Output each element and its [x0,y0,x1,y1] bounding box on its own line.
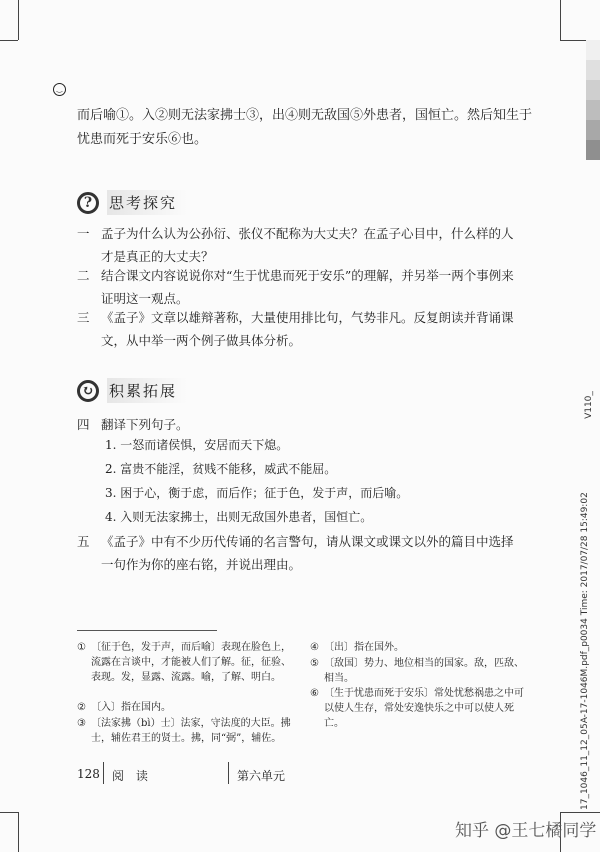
sentence-2: 2. 富贵不能淫，贫贱不能移，威武不能屈。 [105,462,337,476]
footnote-5: ⑤ 〔敌国〕势力、地位相当的国家。敌，匹敌、相当。 [310,658,524,684]
section-accumulate-expand [77,378,187,403]
smiley-icon: ‿ [53,83,66,96]
crop-mark [560,812,600,813]
footer-divider [228,762,229,784]
section-title: 思考探究 [107,190,187,215]
sentence-1: 1. 一怒而诸侯惧，安居而天下熄。 [105,438,289,452]
side-code: V110_ [583,391,594,419]
print-stamp: 17_1046_11_12_05A-17-1046M.pdf_p0034 Time: 2017/07/28 15:49:02 [580,492,590,810]
sentence-4: 4. 入则无法家拂士，出则无敌国外患者，国恒亡。 [105,510,373,524]
footnote-4: ④ 〔出〕指在国外。 [310,642,404,653]
passage-line-2: 忧患而死于安乐⑥也。 [77,132,208,147]
footer-divider [103,762,104,784]
question-5: 五 《孟子》中有不少历代传诵的名言警句，请从课文或课文以外的篇目中选择一句作为你的座右铭，并说出理由。 [77,534,514,572]
refresh-arrow-icon: ↻ [77,380,99,402]
question-3: 三 《孟子》文章以雄辩著称，大量使用排比句，气势非凡。反复朗读并背诵课文，从中举一两个例子做具体分析。 [77,310,514,348]
passage-line-1: 而后喻①。入②则无法家拂士③，出④则无敌国⑤外患者，国恒亡。然后知生于 [77,108,533,123]
footer-section: 阅 读 [112,769,152,783]
watermark: 知乎 @王七橘同学 [455,821,597,841]
crop-mark [18,0,19,40]
crop-mark [18,812,19,852]
footnote-2: ② 〔入〕指在国内。 [77,702,171,713]
page-number: 128 [77,767,100,781]
section-think-explore [77,190,187,215]
footnote-divider [77,630,217,631]
question-2: 二 结合课文内容说说你对“生于忧患而死于安乐”的理解，并另举一两个事例来证明这一观点。 [77,268,514,306]
footnote-3: ③ 〔法家拂（bì）士〕法家，守法度的大臣。拂士，辅佐君王的贤士。拂，同“弼”，辅佐。 [77,718,291,744]
section-title: 积累拓展 [107,378,187,403]
question-4: 四 翻译下列句子。 [77,417,189,432]
sentence-3: 3. 困于心，衡于虑，而后作；征于色，发于声，而后喻。 [105,486,409,500]
crop-mark [0,40,18,41]
footnote-1: ① 〔征于色，发于声，而后喻〕表现在脸色上，流露在言谈中，才能被人们了解。征，征验、表现。发，显露、流露。喻，了解、明白。 [77,642,291,683]
footnote-6: ⑥ 〔生于忧患而死于安乐〕常处忧愁祸患之中可以使人生存，常处安逸快乐之中可以使人死亡。 [310,688,524,729]
question-1: 一 孟子为什么认为公孙衍、张仪不配称为大丈夫？在孟子心目中，什么样的人才是真正的大丈夫？ [77,226,514,264]
color-calibration-bar [586,40,600,160]
crop-mark [0,812,18,813]
crop-mark [560,0,561,40]
question-icon: ? [77,192,99,214]
footer-unit: 第六单元 [237,769,286,783]
